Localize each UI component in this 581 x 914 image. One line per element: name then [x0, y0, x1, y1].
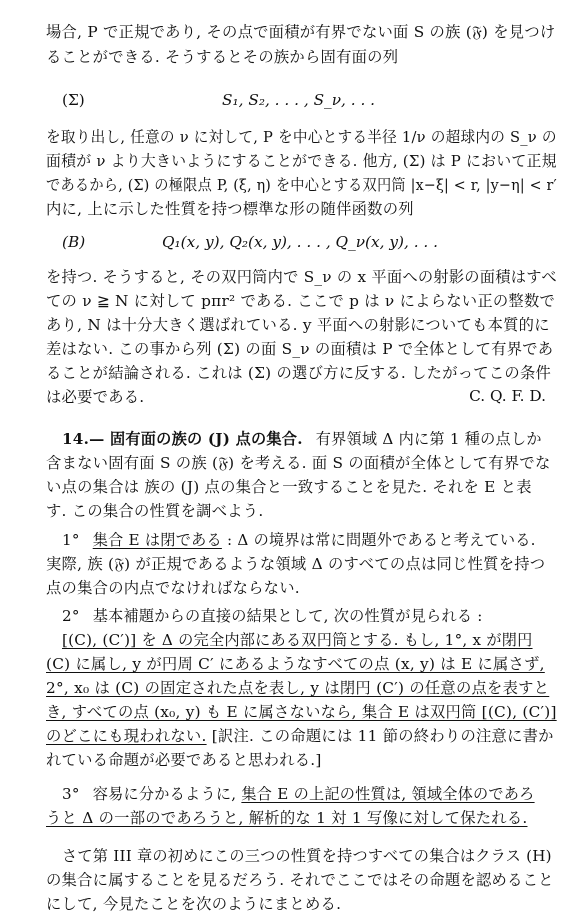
text-line: 面積が ν より大きいようにすることができる. 他方, (Σ) は P において正規 [46, 152, 557, 170]
text-line: を取り出し, 任意の ν に対して, P を中心とする半径 1/ν の超球内の S_ν の [46, 128, 557, 146]
underlined-line: [(C), (C′)] を Δ の完全内部にある双円筒とする. もし, 1°, x が閉円 [62, 631, 533, 649]
text-span: 基本補題からの直接の結果として, 次の性質が見られる : [92, 607, 483, 625]
item-1-claim: 集合 E は閉である [92, 531, 222, 549]
item-2-last-line [46, 726, 554, 746]
text-line: 含まない固有面 S の族 (𝔉) を考える. 面 S の面積が全体として有界でな [46, 454, 551, 472]
equation-label: (Σ) [62, 91, 85, 109]
equation-b: Q₁(x, y), Q₂(x, y), . . . , Q_ν(x, y), . . . [162, 233, 439, 251]
section-heading-line [62, 429, 557, 449]
item-3-first-line [62, 784, 557, 804]
text-line: れている命題が必要であると思われる.] [46, 751, 322, 769]
text-line: 点の集合の内点でなければならない. [46, 579, 300, 597]
equation-label: (B) [62, 233, 86, 251]
text-line: ることができる. そうするとその族から固有面の列 [46, 48, 399, 66]
translator-note: [訳注. この命題には 11 節の終わりの注意に書か [206, 727, 554, 745]
item-1-first-line [62, 530, 557, 550]
underlined-line: 2°, x₀ は (C) の固定された点を表し, y は閉円 (C′) の任意の点を表すと [46, 679, 550, 697]
text-line: は必要である. [46, 388, 145, 406]
section-heading: 14.— 固有面の族の (J) 点の集合. [62, 430, 303, 448]
text-span: : Δ の境界は常に問題外であると考えている. [226, 531, 536, 549]
underlined-line: うと Δ の一部のであろうと, 解析的な 1 対 1 写像に対して保たれる. [46, 809, 528, 827]
text-line: 場合, P で正規であり, その点で面積が有界でない面 S の族 (𝔉) を見つけ [46, 23, 556, 41]
text-line: の集合に属することを見るだろう. それでここではその命題を認めること [46, 871, 554, 889]
text-span: 容易に分かるように, [92, 785, 237, 803]
text-line: い点の集合は 族の (J) 点の集合と一致することを見た. それを E と表 [46, 478, 532, 496]
text-line: ての ν ≧ N に対して pπr² である. ここで p は ν によらない正の整数で [46, 292, 556, 310]
text-line: 実際, 族 (𝔉) が正規であるような領域 Δ のすべての点は同じ性質を持つ [46, 555, 546, 573]
text-line: す. この集合の性質を調べよう. [46, 502, 264, 520]
item-number: 1° [62, 531, 80, 549]
text-line: を持つ. そうすると, その双円筒内で S_ν の x 平面への射影の面積はすべ [46, 268, 557, 286]
underlined-line: (C) に属し, y が円周 C′ にあるようなすべての点 (x, y) は E に属さず, [46, 655, 545, 673]
underlined-span: のどこにも現われない. [46, 727, 207, 745]
text-line: ることが結論される. これは (Σ) の選び方に反する. したがってこの条件 [46, 364, 552, 382]
text-line: あり, N は十分大きく選ばれている. y 平面への射影についても本質的に [46, 316, 550, 334]
underlined-span: 集合 E の上記の性質は, 領域全体のであろ [241, 785, 535, 803]
text-line: 差はない. この事から列 (Σ) の面 S_ν の面積は P で全体として有界であ [46, 340, 554, 358]
text-line: 内に, 上に示した性質を持つ標準な形の随伴函数の列 [46, 200, 414, 218]
text-line: にして, 今見たことを次のようにまとめる. [46, 895, 342, 913]
equation-sigma: S₁, S₂, . . . , S_ν, . . . [222, 91, 376, 109]
text-line: であるから, (Σ) の極限点 P, (ξ, η) を中心とする双円筒 |x−ξ| < r, |y−η| < r′ [46, 176, 557, 194]
item-number: 2° [62, 607, 80, 625]
item-2-first-line [62, 606, 557, 626]
text-span: 有界領域 Δ 内に第 1 種の点しか [315, 430, 542, 448]
item-number: 3° [62, 785, 80, 803]
qed-mark: C. Q. F. D. [469, 387, 546, 405]
text-line: さて第 III 章の初めにこの三つの性質を持つすべての集合はクラス (H) [62, 847, 552, 865]
underlined-line: き, すべての点 (x₀, y) も E に属さないなら, 集合 E は双円筒 [(C), (C′)] [46, 703, 557, 721]
